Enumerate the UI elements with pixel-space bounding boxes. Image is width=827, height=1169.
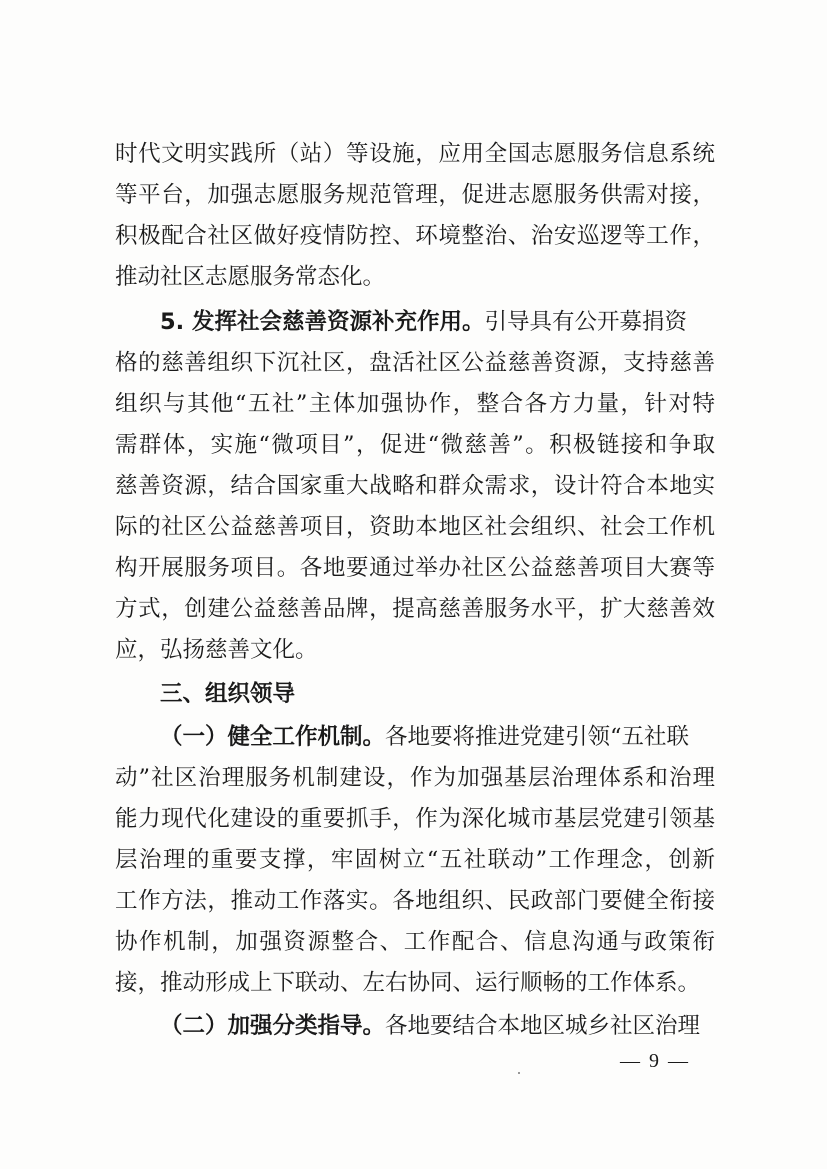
paragraph-lead-line	[160, 303, 715, 341]
text-line: 能力现代化建设的重要抓手，作为深化城市基层党建引领基	[115, 806, 715, 832]
text-line: 应，弘扬慈善文化。	[115, 637, 318, 663]
text-line: 慈善资源，结合国家重大战略和群众需求，设计符合本地实	[115, 473, 715, 499]
text-line: 工作方法，推动工作落实。各地组织、民政部门要健全衔接	[115, 888, 715, 914]
subsection-2-body-start: 各地要结合本地区城乡社区治理	[385, 1013, 701, 1039]
text-line: 动”社区治理服务机制建设，作为加强基层治理体系和治理	[115, 765, 715, 791]
text-line: 层治理的重要支撑，牢固树立“五社联动”工作理念，创新	[115, 847, 715, 873]
subsection-2-heading: （二）加强分类指导。	[160, 1013, 386, 1039]
section-heading: 三、组织领导	[160, 681, 296, 707]
text-line: 协作机制，加强资源整合、工作配合、信息沟通与政策衔	[115, 929, 715, 955]
subsection-1-heading: （一）健全工作机制。	[160, 724, 386, 750]
text-line: 组织与其他“五社”主体加强协作，整合各方力量，针对特	[115, 391, 715, 417]
item-5-body-start: 引导具有公开募捐资	[484, 309, 688, 335]
scan-speck	[518, 1072, 520, 1074]
text-line: 积极配合社区做好疫情防控、环境整治、治安巡逻等工作，	[115, 223, 715, 249]
text-line: 构开展服务项目。各地要通过举办社区公益慈善项目大赛等	[115, 555, 715, 581]
item-5-heading: 5. 发挥社会慈善资源补充作用。	[160, 309, 485, 335]
subsection-1-body-start: 各地要将推进党建引领“五社联	[385, 724, 690, 750]
text-line: 时代文明实践所（站）等设施，应用全国志愿服务信息系统	[115, 141, 715, 167]
text-line: 格的慈善组织下沉社区，盘活社区公益慈善资源，支持慈善	[115, 350, 715, 376]
text-line: 方式，创建公益慈善品牌，提高慈善服务水平，扩大慈善效	[115, 596, 715, 622]
text-line: 需群体，实施“微项目”，促进“微慈善”。积极链接和争取	[115, 432, 715, 458]
text-line: 等平台，加强志愿服务规范管理，促进志愿服务供需对接，	[115, 182, 715, 208]
paragraph-lead-line	[160, 718, 715, 756]
page-number: — 9 —	[620, 1050, 690, 1072]
text-line: 推动社区志愿服务常态化。	[115, 264, 386, 290]
text-line: 接，推动形成上下联动、左右协同、运行顺畅的工作体系。	[115, 970, 701, 996]
text-line: 际的社区公益慈善项目，资助本地区社会组织、社会工作机	[115, 514, 715, 540]
paragraph-lead-line	[160, 1007, 715, 1045]
